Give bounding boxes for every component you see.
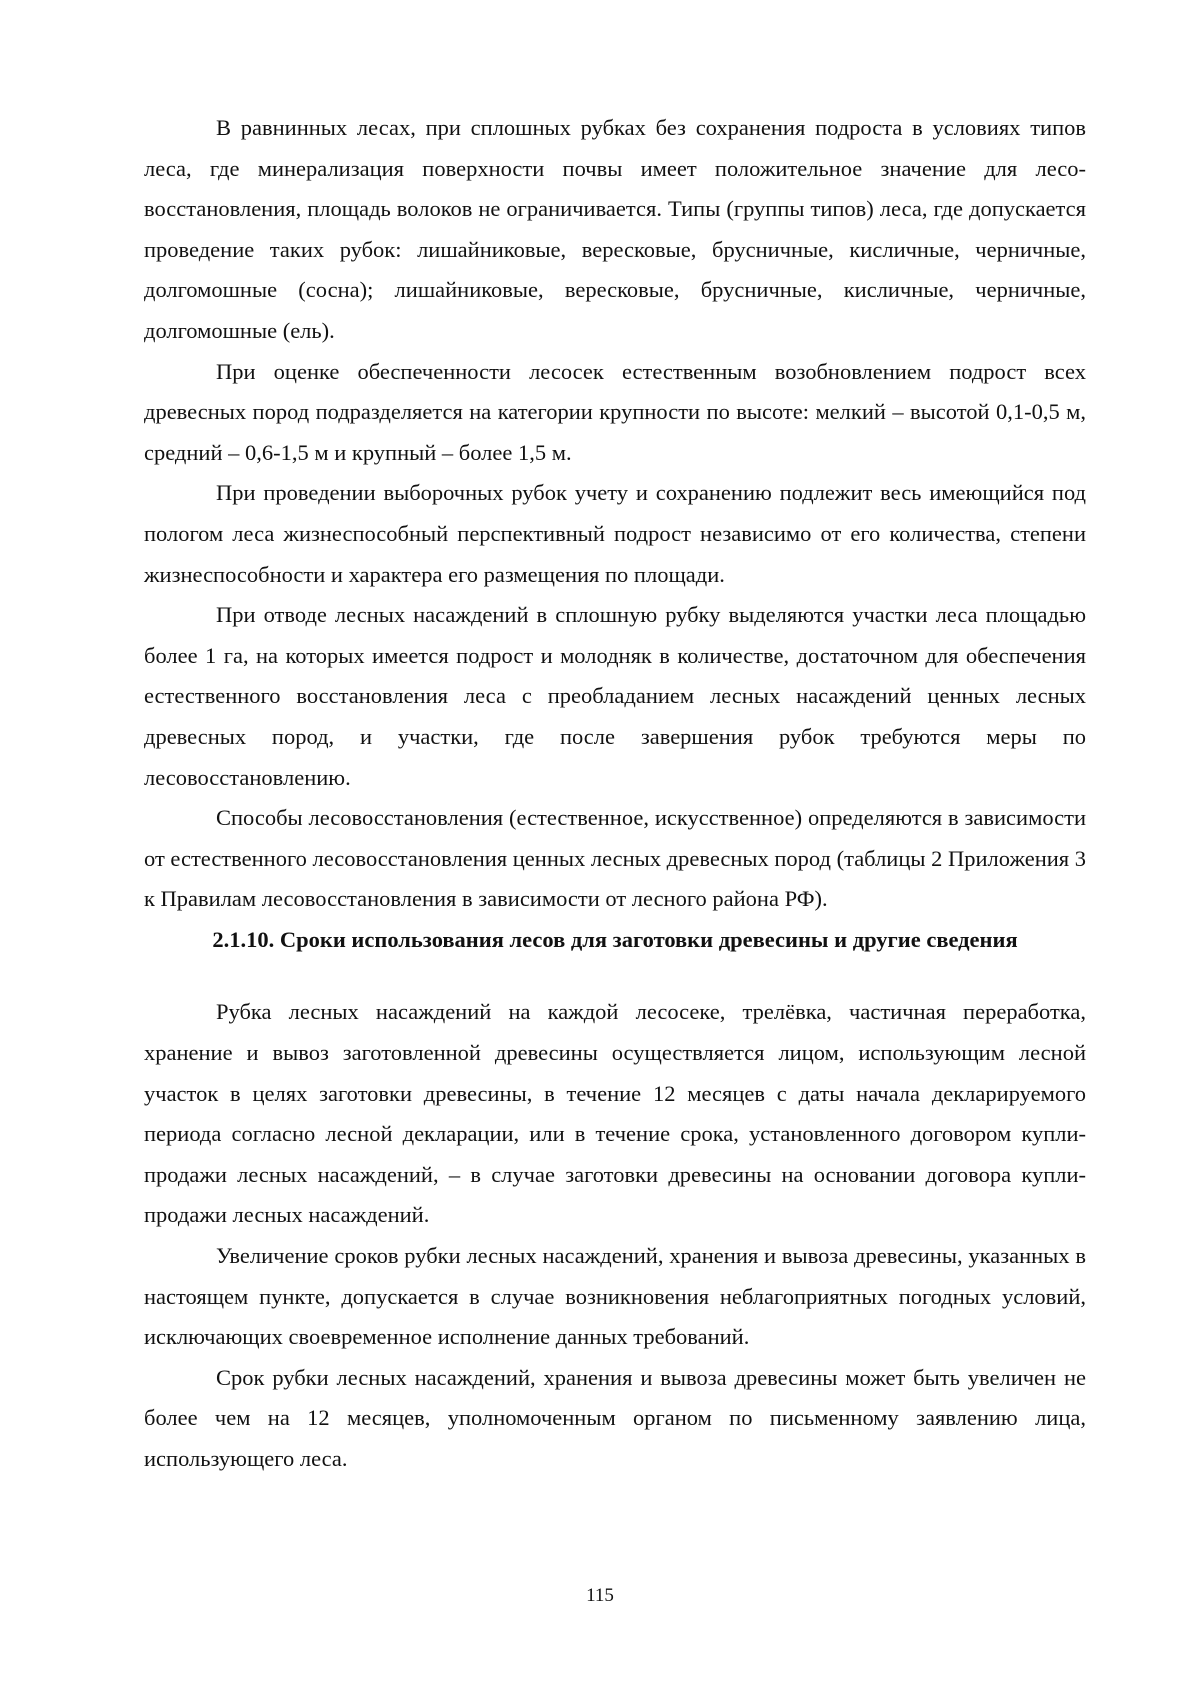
paragraph: При оценке обеспеченности лесосек естественным возобновлением подрост всех древесных пород подразделяется на категории крупности по высоте: мелкий – высотой 0,1-0,5 м, средний – 0,6-1,5 м и крупный – более 1,5 м. (144, 358, 1086, 465)
paragraph: В равнинных лесах, при сплошных рубках без сохранения подроста в условиях типов леса, где минерализация поверхности почвы имеет положительное значение для лесовосстановления, площадь волоков не ограничивается. Типы (группы типов) леса, где допускается проведение таких рубок: лишайниковые, вересковые, брусничные, кисличные, черничные, долгомошные (сосна); лишайниковые, вересковые, брусничные, кисличные, черничные, долгомошные (ель). (144, 115, 1086, 343)
heading-spacer (144, 960, 1086, 992)
paragraph: При проведении выборочных рубок учету и сохранению подлежит весь имеющийся под пологом леса жизнеспособный перспективный подрост независимо от его количества, степени жизнеспособности и характера его размещения по площади. (144, 480, 1086, 587)
paragraph: Способы лесовосстановления (естественное, искусственное) определяются в зависимости от естественного лесовосстановления ценных лесных древесных пород (таблицы 2 Приложения 3 к Правилам лесовосстановления в зависимости от лесного района РФ). (144, 805, 1087, 912)
page-body (144, 108, 1086, 1480)
paragraph: Срок рубки лесных насаждений, хранения и вывоза древесины может быть увеличен не более чем на 12 месяцев, уполномоченным органом по письменному заявлению лица, использующего леса. (144, 1364, 1086, 1471)
paragraph: Увеличение сроков рубки лесных насаждений, хранения и вывоза древесины, указанных в настоящем пункте, допускается в случае возникновения неблагоприятных погодных условий, исключающих своевременное исполнение данных требований. (144, 1243, 1086, 1350)
paragraph: При отводе лесных насаждений в сплошную рубку выделяются участки леса площадью более 1 га, на которых имеется подрост и молодняк в количестве, достаточном для обеспечения естественного восстановления леса с преобладанием лесных насаждений ценных лесных древесных пород, и участки, где после завершения рубок требуются меры по лесовосстановлению. (144, 602, 1086, 790)
page-number: 115 (586, 1585, 614, 1606)
paragraph: Рубка лесных насаждений на каждой лесосеке, трелёвка, частичная переработка, хранение и вывоз заготовленной древесины осуществляется лицом, использующим лесной участок в целях заготовки древесины, в течение 12 месяцев с даты начала декларируемого периода согласно лесной декларации, или в течение срока, установленного договором купли-продажи лесных насаждений, – в случае заготовки древесины на основании договора купли-продажи лесных насаждений. (144, 999, 1086, 1228)
section-heading: 2.1.10. Сроки использования лесов для заготовки древесины и другие сведения (212, 926, 1018, 952)
